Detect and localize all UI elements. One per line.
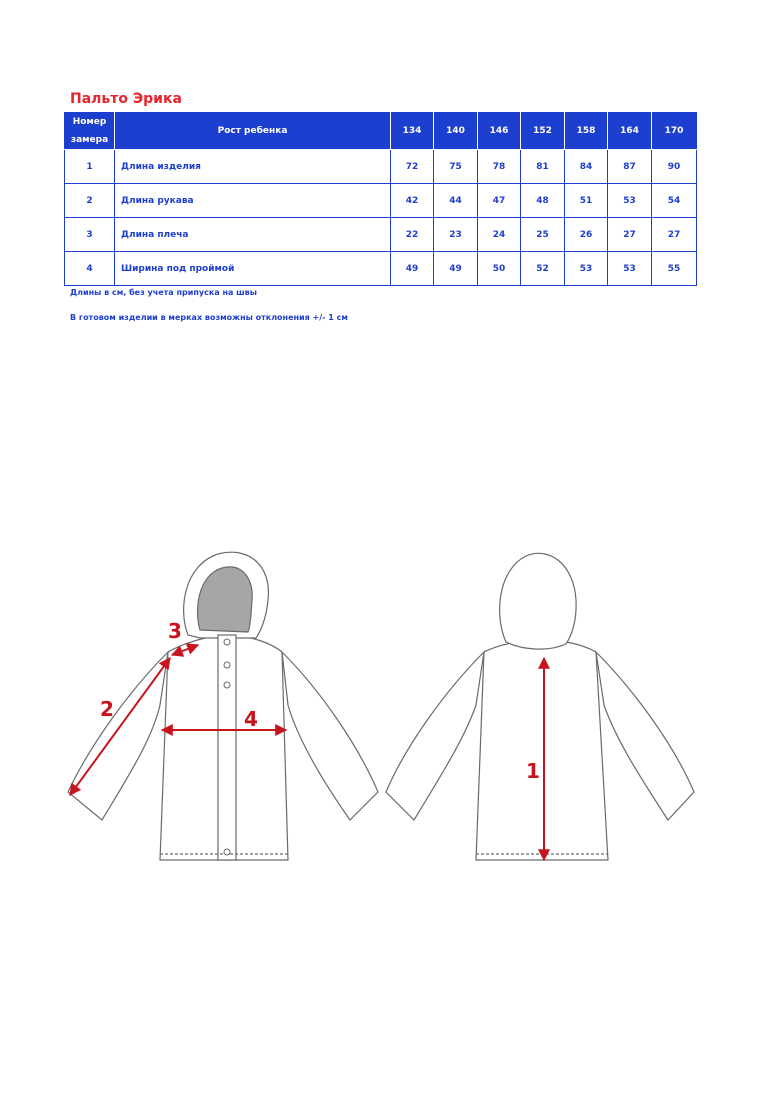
page-title: Пальто Эрика xyxy=(70,91,182,107)
button xyxy=(224,662,230,668)
measure-number-header-line1: Номер xyxy=(72,117,107,127)
table-cell: 90 xyxy=(652,150,697,184)
height-header: 152 xyxy=(521,113,565,150)
height-header: 170 xyxy=(652,113,697,150)
table-cell: 42 xyxy=(391,184,434,218)
table-cell: 55 xyxy=(652,252,697,286)
right-sleeve-back xyxy=(596,652,694,820)
table-cell: 47 xyxy=(478,184,521,218)
tolerance-note: В готовом изделии в мерках возможны отклонения +/- 1 см xyxy=(70,313,348,322)
measure-1-label: 1 xyxy=(526,759,540,783)
table-cell: 27 xyxy=(608,218,652,252)
measure-3-label: 3 xyxy=(168,619,182,643)
table-cell: 48 xyxy=(521,184,565,218)
table-cell: 51 xyxy=(565,184,608,218)
table-cell: 27 xyxy=(652,218,697,252)
left-sleeve-back xyxy=(386,652,484,820)
measure-number-header xyxy=(65,113,115,150)
height-header: 158 xyxy=(565,113,608,150)
table-cell: 50 xyxy=(478,252,521,286)
height-header: 134 xyxy=(391,113,434,150)
table-row xyxy=(65,184,697,218)
child-height-header: Рост ребенка xyxy=(115,113,391,150)
table-cell: 87 xyxy=(608,150,652,184)
coat-drawing xyxy=(60,540,710,870)
measure-number: 2 xyxy=(65,184,115,218)
front-placket xyxy=(218,635,236,860)
button xyxy=(224,849,230,855)
measure-name: Ширина под проймой xyxy=(115,252,391,286)
measure-4-label: 4 xyxy=(244,707,258,731)
button xyxy=(224,639,230,645)
back-body xyxy=(476,640,608,860)
table-cell: 44 xyxy=(434,184,478,218)
table-cell: 78 xyxy=(478,150,521,184)
right-sleeve-front xyxy=(282,652,378,820)
table-row xyxy=(65,252,697,286)
table-cell: 25 xyxy=(521,218,565,252)
measure-2-label: 2 xyxy=(100,697,114,721)
coat-front xyxy=(68,552,378,860)
measure-number: 1 xyxy=(65,150,115,184)
height-header: 146 xyxy=(478,113,521,150)
seam-allowance-note: Длины в см, без учета припуска на швы xyxy=(70,288,257,297)
table-row xyxy=(65,150,697,184)
table-cell: 23 xyxy=(434,218,478,252)
table-cell: 49 xyxy=(434,252,478,286)
hood-back xyxy=(500,553,577,649)
table-header-row xyxy=(65,113,697,150)
measure-name: Длина изделия xyxy=(115,150,391,184)
measure-name: Длина рукава xyxy=(115,184,391,218)
table-cell: 49 xyxy=(391,252,434,286)
measure-name: Длина плеча xyxy=(115,218,391,252)
size-table xyxy=(64,112,697,286)
table-cell: 22 xyxy=(391,218,434,252)
table-cell: 72 xyxy=(391,150,434,184)
coat-back xyxy=(386,553,694,860)
button xyxy=(224,682,230,688)
measure-number: 3 xyxy=(65,218,115,252)
table-cell: 26 xyxy=(565,218,608,252)
left-sleeve-front xyxy=(68,652,168,820)
measure-number-header-line2: замера xyxy=(70,135,109,145)
height-header: 140 xyxy=(434,113,478,150)
height-header: 164 xyxy=(608,113,652,150)
table-cell: 52 xyxy=(521,252,565,286)
table-cell: 53 xyxy=(565,252,608,286)
table-cell: 54 xyxy=(652,184,697,218)
table-cell: 53 xyxy=(608,252,652,286)
table-cell: 53 xyxy=(608,184,652,218)
table-row xyxy=(65,218,697,252)
table-cell: 81 xyxy=(521,150,565,184)
measure-number: 4 xyxy=(65,252,115,286)
table-cell: 75 xyxy=(434,150,478,184)
table-cell: 84 xyxy=(565,150,608,184)
table-cell: 24 xyxy=(478,218,521,252)
